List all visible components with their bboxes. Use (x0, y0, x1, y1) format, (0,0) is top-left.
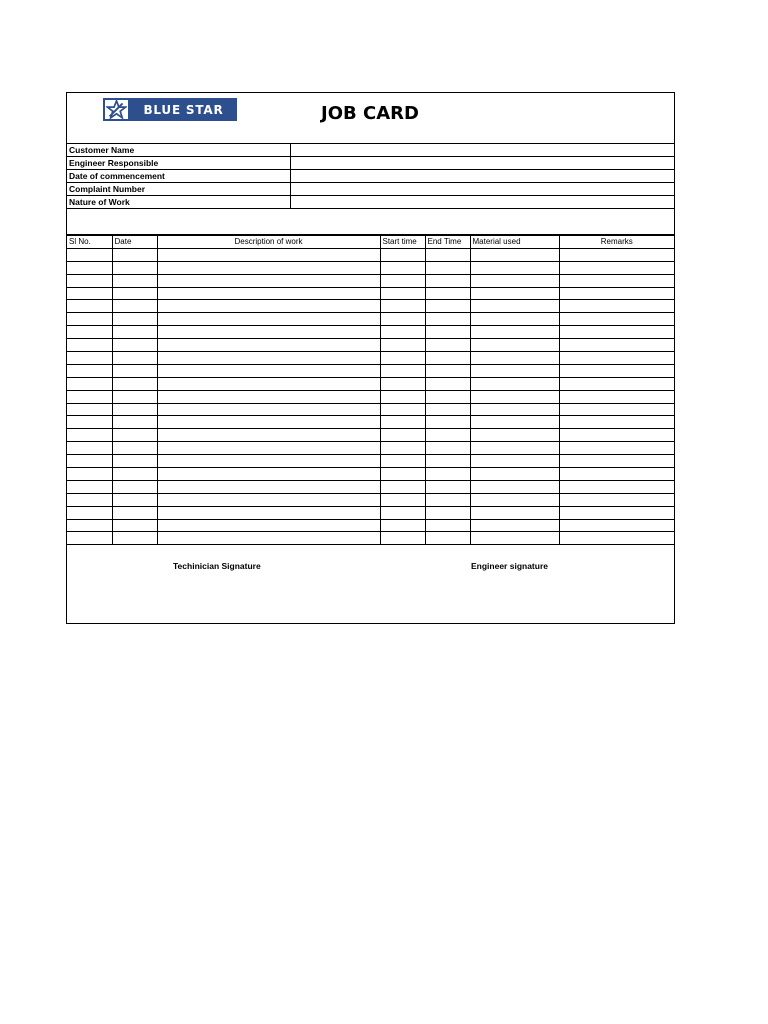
table-cell[interactable] (470, 339, 559, 352)
table-cell[interactable] (380, 287, 425, 300)
table-cell[interactable] (157, 390, 380, 403)
table-row (67, 468, 674, 481)
table-cell[interactable] (67, 339, 112, 352)
table-cell[interactable] (425, 429, 470, 442)
table-row (67, 442, 674, 455)
table-cell[interactable] (380, 326, 425, 339)
table-cell[interactable] (157, 313, 380, 326)
table-cell[interactable] (112, 480, 157, 493)
table-cell[interactable] (157, 261, 380, 274)
table-cell[interactable] (67, 532, 112, 545)
table-cell[interactable] (112, 532, 157, 545)
table-row (67, 455, 674, 468)
table-cell[interactable] (112, 519, 157, 532)
table-cell[interactable] (559, 455, 674, 468)
table-cell[interactable] (67, 261, 112, 274)
info-label: Customer Name (67, 144, 291, 156)
table-cell[interactable] (157, 248, 380, 261)
table-cell[interactable] (112, 377, 157, 390)
table-row (67, 364, 674, 377)
table-cell[interactable] (112, 261, 157, 274)
table-cell[interactable] (157, 493, 380, 506)
table-cell[interactable] (559, 352, 674, 365)
table-cell[interactable] (470, 506, 559, 519)
table-row (67, 480, 674, 493)
column-header-description: Description of work (157, 236, 380, 249)
table-cell[interactable] (157, 506, 380, 519)
table-cell[interactable] (112, 248, 157, 261)
table-cell[interactable] (157, 326, 380, 339)
table-cell[interactable] (157, 480, 380, 493)
table-cell[interactable] (157, 274, 380, 287)
table-cell[interactable] (380, 300, 425, 313)
table-cell[interactable] (470, 300, 559, 313)
table-cell[interactable] (112, 506, 157, 519)
work-table (67, 235, 674, 545)
table-cell[interactable] (380, 352, 425, 365)
table-cell[interactable] (67, 493, 112, 506)
table-cell[interactable] (425, 364, 470, 377)
engineer-field[interactable] (291, 157, 674, 169)
table-row (67, 300, 674, 313)
column-header-start-time: Start time (380, 236, 425, 249)
table-cell[interactable] (470, 352, 559, 365)
table-cell[interactable] (559, 506, 674, 519)
table-cell[interactable] (559, 493, 674, 506)
table-cell[interactable] (559, 480, 674, 493)
table-row (67, 390, 674, 403)
table-row (67, 429, 674, 442)
table-cell[interactable] (112, 300, 157, 313)
nature-of-work-field[interactable] (291, 196, 674, 208)
commencement-date-field[interactable] (291, 170, 674, 182)
table-cell[interactable] (67, 364, 112, 377)
table-cell[interactable] (157, 287, 380, 300)
table-cell[interactable] (470, 377, 559, 390)
table-cell[interactable] (380, 429, 425, 442)
info-label: Date of commencement (67, 170, 291, 182)
table-row (67, 352, 674, 365)
table-cell[interactable] (425, 339, 470, 352)
table-cell[interactable] (112, 287, 157, 300)
table-row (67, 339, 674, 352)
table-cell[interactable] (112, 416, 157, 429)
table-cell[interactable] (425, 390, 470, 403)
table-cell[interactable] (157, 442, 380, 455)
table-cell[interactable] (112, 390, 157, 403)
table-cell[interactable] (470, 493, 559, 506)
table-cell[interactable] (157, 364, 380, 377)
table-row (67, 261, 674, 274)
table-cell[interactable] (380, 416, 425, 429)
table-cell[interactable] (380, 261, 425, 274)
table-cell[interactable] (559, 377, 674, 390)
table-cell[interactable] (157, 300, 380, 313)
table-cell[interactable] (67, 287, 112, 300)
table-cell[interactable] (470, 248, 559, 261)
table-cell[interactable] (380, 274, 425, 287)
table-cell[interactable] (470, 442, 559, 455)
table-cell[interactable] (380, 506, 425, 519)
table-cell[interactable] (67, 468, 112, 481)
table-cell[interactable] (425, 313, 470, 326)
table-cell[interactable] (425, 287, 470, 300)
table-row (67, 287, 674, 300)
table-row (67, 403, 674, 416)
table-row (67, 326, 674, 339)
column-header-material: Material used (470, 236, 559, 249)
table-cell[interactable] (425, 248, 470, 261)
table-row (67, 377, 674, 390)
table-cell[interactable] (380, 532, 425, 545)
star-icon (103, 98, 130, 121)
table-cell[interactable] (425, 352, 470, 365)
section-spacer (67, 209, 674, 235)
technician-signature-label: Techinician Signature (173, 561, 261, 571)
table-cell[interactable] (112, 274, 157, 287)
table-cell[interactable] (559, 326, 674, 339)
table-cell[interactable] (157, 339, 380, 352)
table-cell[interactable] (67, 248, 112, 261)
table-cell[interactable] (157, 416, 380, 429)
table-header-row (67, 236, 674, 249)
table-cell[interactable] (380, 390, 425, 403)
info-row-nature (67, 196, 674, 209)
table-cell[interactable] (112, 493, 157, 506)
table-row (67, 313, 674, 326)
table-row (67, 248, 674, 261)
table-cell[interactable] (559, 468, 674, 481)
table-cell[interactable] (559, 274, 674, 287)
table-cell[interactable] (559, 261, 674, 274)
customer-name-field[interactable] (291, 144, 674, 156)
table-cell[interactable] (380, 480, 425, 493)
table-cell[interactable] (112, 455, 157, 468)
table-cell[interactable] (380, 364, 425, 377)
table-cell[interactable] (559, 364, 674, 377)
table-cell[interactable] (470, 403, 559, 416)
table-cell[interactable] (157, 519, 380, 532)
table-cell[interactable] (67, 519, 112, 532)
table-row (67, 532, 674, 545)
table-cell[interactable] (380, 493, 425, 506)
table-cell[interactable] (67, 352, 112, 365)
table-cell[interactable] (470, 313, 559, 326)
table-cell[interactable] (425, 493, 470, 506)
table-cell[interactable] (425, 377, 470, 390)
table-cell[interactable] (380, 339, 425, 352)
table-cell[interactable] (425, 326, 470, 339)
column-header-remarks: Remarks (559, 236, 674, 249)
table-cell[interactable] (425, 261, 470, 274)
table-cell[interactable] (470, 364, 559, 377)
table-cell[interactable] (112, 468, 157, 481)
job-card-header (67, 93, 674, 144)
table-cell[interactable] (559, 442, 674, 455)
table-cell[interactable] (157, 352, 380, 365)
customer-info (67, 144, 674, 209)
table-cell[interactable] (425, 274, 470, 287)
table-cell[interactable] (112, 326, 157, 339)
signature-section (67, 547, 674, 623)
table-cell[interactable] (67, 274, 112, 287)
column-header-end-time: End Time (425, 236, 470, 249)
table-cell[interactable] (559, 300, 674, 313)
table-cell[interactable] (380, 403, 425, 416)
table-cell[interactable] (380, 519, 425, 532)
table-cell[interactable] (470, 455, 559, 468)
table-cell[interactable] (470, 261, 559, 274)
brand-logo (103, 98, 237, 121)
table-cell[interactable] (157, 532, 380, 545)
table-cell[interactable] (559, 416, 674, 429)
table-cell[interactable] (67, 300, 112, 313)
table-cell[interactable] (470, 326, 559, 339)
table-cell[interactable] (112, 313, 157, 326)
table-cell[interactable] (67, 313, 112, 326)
table-cell[interactable] (157, 429, 380, 442)
table-cell[interactable] (425, 442, 470, 455)
table-cell[interactable] (157, 455, 380, 468)
table-row (67, 416, 674, 429)
table-cell[interactable] (559, 519, 674, 532)
table-cell[interactable] (67, 480, 112, 493)
table-cell[interactable] (112, 364, 157, 377)
table-cell[interactable] (380, 248, 425, 261)
table-cell[interactable] (67, 390, 112, 403)
table-cell[interactable] (559, 390, 674, 403)
table-cell[interactable] (425, 532, 470, 545)
info-row-customer-name (67, 144, 674, 157)
table-cell[interactable] (112, 339, 157, 352)
table-cell[interactable] (67, 442, 112, 455)
info-row-engineer (67, 157, 674, 170)
table-cell[interactable] (559, 287, 674, 300)
table-cell[interactable] (470, 480, 559, 493)
table-cell[interactable] (470, 416, 559, 429)
table-cell[interactable] (470, 287, 559, 300)
table-cell[interactable] (559, 339, 674, 352)
table-cell[interactable] (425, 480, 470, 493)
info-row-complaint (67, 183, 674, 196)
table-cell[interactable] (559, 429, 674, 442)
table-cell[interactable] (425, 416, 470, 429)
table-cell[interactable] (425, 300, 470, 313)
table-cell[interactable] (425, 519, 470, 532)
table-cell[interactable] (380, 468, 425, 481)
table-cell[interactable] (67, 506, 112, 519)
table-cell[interactable] (380, 442, 425, 455)
table-cell[interactable] (380, 377, 425, 390)
table-cell[interactable] (157, 403, 380, 416)
work-table-body (67, 248, 674, 544)
table-cell[interactable] (470, 468, 559, 481)
info-label: Nature of Work (67, 196, 291, 208)
table-cell[interactable] (380, 455, 425, 468)
brand-name: BLUE STAR (143, 102, 224, 117)
table-cell[interactable] (559, 313, 674, 326)
engineer-signature-label: Engineer signature (471, 561, 548, 571)
table-row (67, 519, 674, 532)
table-cell[interactable] (470, 532, 559, 545)
column-header-sl-no: Sl No. (67, 236, 112, 249)
table-cell[interactable] (470, 429, 559, 442)
table-cell[interactable] (67, 455, 112, 468)
table-cell[interactable] (559, 532, 674, 545)
table-cell[interactable] (470, 519, 559, 532)
table-cell[interactable] (112, 442, 157, 455)
table-cell[interactable] (112, 403, 157, 416)
table-cell[interactable] (425, 468, 470, 481)
info-label: Engineer Responsible (67, 157, 291, 169)
table-row (67, 506, 674, 519)
column-header-date: Date (112, 236, 157, 249)
table-row (67, 274, 674, 287)
table-row (67, 493, 674, 506)
table-cell[interactable] (112, 429, 157, 442)
info-label: Complaint Number (67, 183, 291, 195)
table-cell[interactable] (67, 403, 112, 416)
table-cell[interactable] (425, 506, 470, 519)
table-cell[interactable] (470, 274, 559, 287)
info-row-commencement (67, 170, 674, 183)
table-cell[interactable] (559, 248, 674, 261)
table-cell[interactable] (112, 352, 157, 365)
table-cell[interactable] (157, 468, 380, 481)
table-cell[interactable] (67, 429, 112, 442)
table-cell[interactable] (559, 403, 674, 416)
job-card (66, 92, 675, 624)
table-cell[interactable] (67, 377, 112, 390)
table-cell[interactable] (470, 390, 559, 403)
table-cell[interactable] (67, 416, 112, 429)
table-cell[interactable] (157, 377, 380, 390)
table-cell[interactable] (425, 455, 470, 468)
complaint-number-field[interactable] (291, 183, 674, 195)
table-cell[interactable] (67, 326, 112, 339)
table-cell[interactable] (380, 313, 425, 326)
table-cell[interactable] (425, 403, 470, 416)
page-title: JOB CARD (321, 103, 419, 124)
